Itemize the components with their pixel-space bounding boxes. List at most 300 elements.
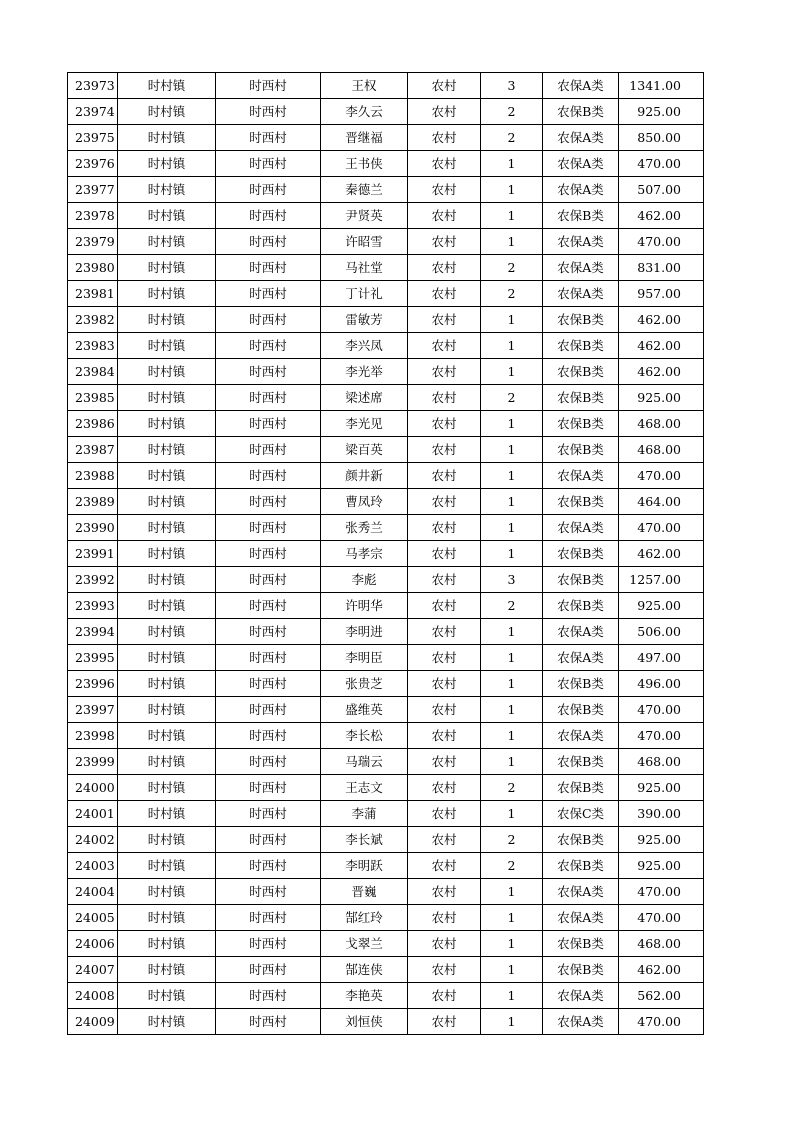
- town-cell: 时村镇: [118, 307, 216, 333]
- category-cell: 农保B类: [543, 333, 619, 359]
- row-number: 23984: [68, 359, 118, 385]
- village-cell: 时西村: [216, 931, 321, 957]
- amount-cell: 496.00: [619, 671, 704, 697]
- town-cell: 时村镇: [118, 671, 216, 697]
- amount-cell: 470.00: [619, 905, 704, 931]
- category-cell: 农保B类: [543, 567, 619, 593]
- table-row: [68, 723, 704, 749]
- member-count-cell: 1: [481, 229, 543, 255]
- table-row: [68, 255, 704, 281]
- household-type-cell: 农村: [408, 697, 481, 723]
- member-count-cell: 1: [481, 1009, 543, 1035]
- table-row: [68, 541, 704, 567]
- row-number: 24008: [68, 983, 118, 1009]
- town-cell: 时村镇: [118, 697, 216, 723]
- town-cell: 时村镇: [118, 463, 216, 489]
- village-cell: 时西村: [216, 775, 321, 801]
- category-cell: 农保A类: [543, 723, 619, 749]
- row-number: 23992: [68, 567, 118, 593]
- town-cell: 时村镇: [118, 437, 216, 463]
- amount-cell: 925.00: [619, 853, 704, 879]
- name-cell: 丁计礼: [321, 281, 408, 307]
- member-count-cell: 2: [481, 853, 543, 879]
- amount-cell: 1341.00: [619, 73, 704, 99]
- category-cell: 农保B类: [543, 931, 619, 957]
- household-type-cell: 农村: [408, 125, 481, 151]
- household-type-cell: 农村: [408, 801, 481, 827]
- row-number: 24003: [68, 853, 118, 879]
- amount-cell: 470.00: [619, 879, 704, 905]
- household-type-cell: 农村: [408, 489, 481, 515]
- table-row: [68, 333, 704, 359]
- amount-cell: 470.00: [619, 697, 704, 723]
- amount-cell: 470.00: [619, 151, 704, 177]
- name-cell: 王书侠: [321, 151, 408, 177]
- amount-cell: 462.00: [619, 957, 704, 983]
- member-count-cell: 1: [481, 749, 543, 775]
- name-cell: 李明臣: [321, 645, 408, 671]
- table-row: [68, 645, 704, 671]
- household-type-cell: 农村: [408, 307, 481, 333]
- name-cell: 李久云: [321, 99, 408, 125]
- name-cell: 曹凤玲: [321, 489, 408, 515]
- row-number: 23993: [68, 593, 118, 619]
- category-cell: 农保A类: [543, 125, 619, 151]
- amount-cell: 850.00: [619, 125, 704, 151]
- table-row: [68, 905, 704, 931]
- row-number: 23975: [68, 125, 118, 151]
- town-cell: 时村镇: [118, 99, 216, 125]
- table-row: [68, 567, 704, 593]
- amount-cell: 462.00: [619, 203, 704, 229]
- name-cell: 戈翠兰: [321, 931, 408, 957]
- household-type-cell: 农村: [408, 593, 481, 619]
- village-cell: 时西村: [216, 1009, 321, 1035]
- village-cell: 时西村: [216, 385, 321, 411]
- table-row: [68, 359, 704, 385]
- row-number: 23996: [68, 671, 118, 697]
- table-row: [68, 853, 704, 879]
- household-type-cell: 农村: [408, 619, 481, 645]
- town-cell: 时村镇: [118, 73, 216, 99]
- table-row: [68, 489, 704, 515]
- town-cell: 时村镇: [118, 125, 216, 151]
- name-cell: 郜红玲: [321, 905, 408, 931]
- row-number: 24002: [68, 827, 118, 853]
- household-type-cell: 农村: [408, 437, 481, 463]
- member-count-cell: 1: [481, 905, 543, 931]
- household-type-cell: 农村: [408, 255, 481, 281]
- member-count-cell: 2: [481, 255, 543, 281]
- household-type-cell: 农村: [408, 463, 481, 489]
- name-cell: 李长松: [321, 723, 408, 749]
- village-cell: 时西村: [216, 411, 321, 437]
- table-row: [68, 593, 704, 619]
- household-type-cell: 农村: [408, 281, 481, 307]
- member-count-cell: 1: [481, 203, 543, 229]
- amount-cell: 1257.00: [619, 567, 704, 593]
- row-number: 24001: [68, 801, 118, 827]
- category-cell: 农保A类: [543, 905, 619, 931]
- member-count-cell: 2: [481, 281, 543, 307]
- name-cell: 雷敏芳: [321, 307, 408, 333]
- category-cell: 农保B类: [543, 411, 619, 437]
- table-row: [68, 437, 704, 463]
- row-number: 23985: [68, 385, 118, 411]
- category-cell: 农保A类: [543, 879, 619, 905]
- household-type-cell: 农村: [408, 827, 481, 853]
- row-number: 24007: [68, 957, 118, 983]
- village-cell: 时西村: [216, 333, 321, 359]
- category-cell: 农保B类: [543, 853, 619, 879]
- name-cell: 李明进: [321, 619, 408, 645]
- row-number: 23995: [68, 645, 118, 671]
- village-cell: 时西村: [216, 567, 321, 593]
- category-cell: 农保A类: [543, 619, 619, 645]
- household-type-cell: 农村: [408, 957, 481, 983]
- village-cell: 时西村: [216, 359, 321, 385]
- town-cell: 时村镇: [118, 281, 216, 307]
- category-cell: 农保A类: [543, 151, 619, 177]
- records-table: [67, 72, 704, 1035]
- table-row: [68, 99, 704, 125]
- village-cell: 时西村: [216, 307, 321, 333]
- town-cell: 时村镇: [118, 411, 216, 437]
- amount-cell: 925.00: [619, 385, 704, 411]
- village-cell: 时西村: [216, 619, 321, 645]
- name-cell: 盛维英: [321, 697, 408, 723]
- row-number: 23974: [68, 99, 118, 125]
- name-cell: 李长斌: [321, 827, 408, 853]
- table-row: [68, 203, 704, 229]
- table-row: [68, 931, 704, 957]
- member-count-cell: 1: [481, 333, 543, 359]
- category-cell: 农保B类: [543, 385, 619, 411]
- village-cell: 时西村: [216, 593, 321, 619]
- category-cell: 农保A类: [543, 515, 619, 541]
- amount-cell: 462.00: [619, 359, 704, 385]
- amount-cell: 497.00: [619, 645, 704, 671]
- table-row: [68, 983, 704, 1009]
- town-cell: 时村镇: [118, 359, 216, 385]
- name-cell: 晋巍: [321, 879, 408, 905]
- amount-cell: 468.00: [619, 749, 704, 775]
- category-cell: 农保A类: [543, 177, 619, 203]
- town-cell: 时村镇: [118, 879, 216, 905]
- village-cell: 时西村: [216, 203, 321, 229]
- member-count-cell: 1: [481, 801, 543, 827]
- row-number: 23977: [68, 177, 118, 203]
- village-cell: 时西村: [216, 827, 321, 853]
- amount-cell: 562.00: [619, 983, 704, 1009]
- row-number: 23980: [68, 255, 118, 281]
- household-type-cell: 农村: [408, 333, 481, 359]
- name-cell: 马瑞云: [321, 749, 408, 775]
- row-number: 23999: [68, 749, 118, 775]
- row-number: 23987: [68, 437, 118, 463]
- name-cell: 王志文: [321, 775, 408, 801]
- member-count-cell: 2: [481, 99, 543, 125]
- table-row: [68, 177, 704, 203]
- town-cell: 时村镇: [118, 593, 216, 619]
- table-row: [68, 229, 704, 255]
- town-cell: 时村镇: [118, 151, 216, 177]
- row-number: 23973: [68, 73, 118, 99]
- table-row: [68, 307, 704, 333]
- row-number: 24009: [68, 1009, 118, 1035]
- town-cell: 时村镇: [118, 515, 216, 541]
- category-cell: 农保B类: [543, 671, 619, 697]
- member-count-cell: 1: [481, 411, 543, 437]
- household-type-cell: 农村: [408, 73, 481, 99]
- household-type-cell: 农村: [408, 853, 481, 879]
- amount-cell: 468.00: [619, 411, 704, 437]
- town-cell: 时村镇: [118, 255, 216, 281]
- town-cell: 时村镇: [118, 385, 216, 411]
- household-type-cell: 农村: [408, 229, 481, 255]
- household-type-cell: 农村: [408, 775, 481, 801]
- row-number: 23991: [68, 541, 118, 567]
- name-cell: 张秀兰: [321, 515, 408, 541]
- name-cell: 秦德兰: [321, 177, 408, 203]
- row-number: 23976: [68, 151, 118, 177]
- household-type-cell: 农村: [408, 177, 481, 203]
- household-type-cell: 农村: [408, 645, 481, 671]
- member-count-cell: 1: [481, 723, 543, 749]
- row-number: 23982: [68, 307, 118, 333]
- amount-cell: 507.00: [619, 177, 704, 203]
- household-type-cell: 农村: [408, 411, 481, 437]
- row-number: 23994: [68, 619, 118, 645]
- village-cell: 时西村: [216, 281, 321, 307]
- town-cell: 时村镇: [118, 775, 216, 801]
- town-cell: 时村镇: [118, 931, 216, 957]
- village-cell: 时西村: [216, 723, 321, 749]
- member-count-cell: 2: [481, 385, 543, 411]
- village-cell: 时西村: [216, 437, 321, 463]
- category-cell: 农保B类: [543, 307, 619, 333]
- name-cell: 许昭雪: [321, 229, 408, 255]
- household-type-cell: 农村: [408, 1009, 481, 1035]
- table-row: [68, 385, 704, 411]
- village-cell: 时西村: [216, 255, 321, 281]
- member-count-cell: 3: [481, 73, 543, 99]
- household-type-cell: 农村: [408, 723, 481, 749]
- household-type-cell: 农村: [408, 385, 481, 411]
- category-cell: 农保A类: [543, 229, 619, 255]
- row-number: 23981: [68, 281, 118, 307]
- member-count-cell: 1: [481, 983, 543, 1009]
- amount-cell: 464.00: [619, 489, 704, 515]
- category-cell: 农保A类: [543, 255, 619, 281]
- village-cell: 时西村: [216, 177, 321, 203]
- member-count-cell: 1: [481, 541, 543, 567]
- village-cell: 时西村: [216, 73, 321, 99]
- town-cell: 时村镇: [118, 983, 216, 1009]
- member-count-cell: 2: [481, 125, 543, 151]
- category-cell: 农保B类: [543, 827, 619, 853]
- category-cell: 农保B类: [543, 541, 619, 567]
- name-cell: 李艳英: [321, 983, 408, 1009]
- member-count-cell: 1: [481, 879, 543, 905]
- amount-cell: 470.00: [619, 463, 704, 489]
- name-cell: 马孝宗: [321, 541, 408, 567]
- village-cell: 时西村: [216, 853, 321, 879]
- category-cell: 农保A类: [543, 645, 619, 671]
- household-type-cell: 农村: [408, 905, 481, 931]
- town-cell: 时村镇: [118, 723, 216, 749]
- village-cell: 时西村: [216, 957, 321, 983]
- table-row: [68, 775, 704, 801]
- amount-cell: 390.00: [619, 801, 704, 827]
- town-cell: 时村镇: [118, 229, 216, 255]
- name-cell: 李光见: [321, 411, 408, 437]
- category-cell: 农保B类: [543, 99, 619, 125]
- village-cell: 时西村: [216, 645, 321, 671]
- table-row: [68, 749, 704, 775]
- table-row: [68, 125, 704, 151]
- name-cell: 李光举: [321, 359, 408, 385]
- household-type-cell: 农村: [408, 541, 481, 567]
- category-cell: 农保B类: [543, 437, 619, 463]
- name-cell: 刘恒侠: [321, 1009, 408, 1035]
- category-cell: 农保A类: [543, 1009, 619, 1035]
- household-type-cell: 农村: [408, 671, 481, 697]
- row-number: 23978: [68, 203, 118, 229]
- category-cell: 农保A类: [543, 463, 619, 489]
- town-cell: 时村镇: [118, 957, 216, 983]
- member-count-cell: 1: [481, 359, 543, 385]
- category-cell: 农保A类: [543, 281, 619, 307]
- amount-cell: 470.00: [619, 515, 704, 541]
- row-number: 24000: [68, 775, 118, 801]
- amount-cell: 470.00: [619, 229, 704, 255]
- member-count-cell: 1: [481, 177, 543, 203]
- table-row: [68, 73, 704, 99]
- town-cell: 时村镇: [118, 619, 216, 645]
- amount-cell: 957.00: [619, 281, 704, 307]
- village-cell: 时西村: [216, 99, 321, 125]
- member-count-cell: 1: [481, 463, 543, 489]
- member-count-cell: 2: [481, 827, 543, 853]
- town-cell: 时村镇: [118, 333, 216, 359]
- village-cell: 时西村: [216, 151, 321, 177]
- member-count-cell: 3: [481, 567, 543, 593]
- row-number: 23997: [68, 697, 118, 723]
- table-body: [68, 73, 704, 1035]
- member-count-cell: 1: [481, 697, 543, 723]
- village-cell: 时西村: [216, 515, 321, 541]
- name-cell: 郜连侠: [321, 957, 408, 983]
- member-count-cell: 1: [481, 671, 543, 697]
- table-row: [68, 801, 704, 827]
- member-count-cell: 2: [481, 593, 543, 619]
- category-cell: 农保B类: [543, 489, 619, 515]
- household-type-cell: 农村: [408, 879, 481, 905]
- row-number: 23986: [68, 411, 118, 437]
- village-cell: 时西村: [216, 489, 321, 515]
- category-cell: 农保B类: [543, 359, 619, 385]
- table-row: [68, 827, 704, 853]
- town-cell: 时村镇: [118, 645, 216, 671]
- village-cell: 时西村: [216, 125, 321, 151]
- household-type-cell: 农村: [408, 931, 481, 957]
- category-cell: 农保B类: [543, 957, 619, 983]
- name-cell: 马社堂: [321, 255, 408, 281]
- member-count-cell: 1: [481, 151, 543, 177]
- amount-cell: 462.00: [619, 307, 704, 333]
- row-number: 23983: [68, 333, 118, 359]
- name-cell: 王权: [321, 73, 408, 99]
- village-cell: 时西村: [216, 697, 321, 723]
- category-cell: 农保A类: [543, 73, 619, 99]
- category-cell: 农保A类: [543, 983, 619, 1009]
- category-cell: 农保B类: [543, 593, 619, 619]
- member-count-cell: 2: [481, 775, 543, 801]
- household-type-cell: 农村: [408, 359, 481, 385]
- member-count-cell: 1: [481, 619, 543, 645]
- amount-cell: 925.00: [619, 827, 704, 853]
- name-cell: 晋继福: [321, 125, 408, 151]
- village-cell: 时西村: [216, 879, 321, 905]
- row-number: 23979: [68, 229, 118, 255]
- village-cell: 时西村: [216, 801, 321, 827]
- category-cell: 农保B类: [543, 749, 619, 775]
- row-number: 23989: [68, 489, 118, 515]
- amount-cell: 470.00: [619, 723, 704, 749]
- town-cell: 时村镇: [118, 541, 216, 567]
- amount-cell: 925.00: [619, 593, 704, 619]
- village-cell: 时西村: [216, 749, 321, 775]
- household-type-cell: 农村: [408, 749, 481, 775]
- member-count-cell: 1: [481, 307, 543, 333]
- row-number: 23988: [68, 463, 118, 489]
- household-type-cell: 农村: [408, 99, 481, 125]
- village-cell: 时西村: [216, 463, 321, 489]
- table-row: [68, 515, 704, 541]
- member-count-cell: 1: [481, 957, 543, 983]
- category-cell: 农保B类: [543, 203, 619, 229]
- town-cell: 时村镇: [118, 203, 216, 229]
- member-count-cell: 1: [481, 515, 543, 541]
- amount-cell: 925.00: [619, 775, 704, 801]
- member-count-cell: 1: [481, 645, 543, 671]
- household-type-cell: 农村: [408, 567, 481, 593]
- table-row: [68, 957, 704, 983]
- category-cell: 农保C类: [543, 801, 619, 827]
- row-number: 23998: [68, 723, 118, 749]
- table-row: [68, 879, 704, 905]
- category-cell: 农保B类: [543, 697, 619, 723]
- amount-cell: 468.00: [619, 931, 704, 957]
- household-type-cell: 农村: [408, 983, 481, 1009]
- amount-cell: 506.00: [619, 619, 704, 645]
- town-cell: 时村镇: [118, 905, 216, 931]
- village-cell: 时西村: [216, 229, 321, 255]
- name-cell: 梁百英: [321, 437, 408, 463]
- name-cell: 李蒲: [321, 801, 408, 827]
- member-count-cell: 1: [481, 437, 543, 463]
- table-row: [68, 671, 704, 697]
- row-number: 24004: [68, 879, 118, 905]
- household-type-cell: 农村: [408, 151, 481, 177]
- table-row: [68, 411, 704, 437]
- name-cell: 许明华: [321, 593, 408, 619]
- amount-cell: 468.00: [619, 437, 704, 463]
- table-row: [68, 281, 704, 307]
- village-cell: 时西村: [216, 671, 321, 697]
- name-cell: 颜井新: [321, 463, 408, 489]
